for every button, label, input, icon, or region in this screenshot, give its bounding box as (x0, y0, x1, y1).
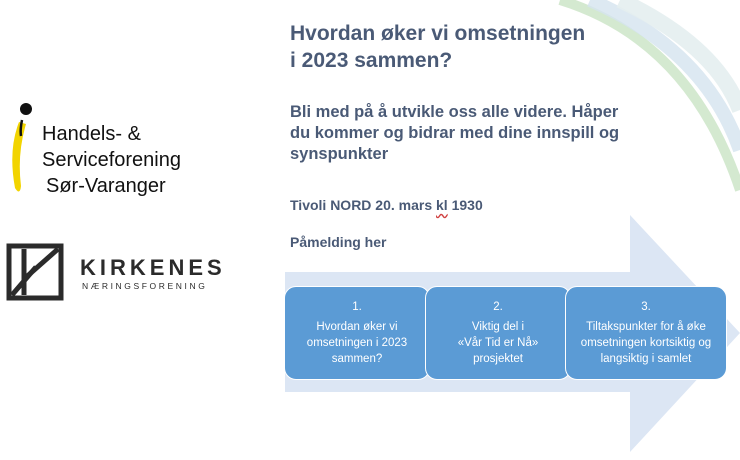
handels-serviceforening-logo (6, 100, 216, 210)
step-1-box (284, 286, 430, 380)
title-line: i 2023 sammen? (290, 49, 453, 72)
event-place-date: Tivoli NORD 20. mars (290, 197, 437, 213)
logo-text: Sør-Varanger (46, 175, 166, 197)
step-3-box (565, 286, 727, 380)
subtitle-line: du kommer og bidrar med dine innspill og (290, 124, 620, 142)
kirkenes-naeringsforening-logo (6, 243, 246, 305)
subtitle-line: synspunkter (290, 145, 389, 163)
step-text: Viktig del i (471, 321, 525, 333)
logo-text: Handels- & (42, 123, 141, 145)
title-line: Hvordan øker vi omsetningen (290, 22, 586, 45)
step-text: prosjektet (473, 353, 523, 365)
step-text: langsiktig i samlet (600, 353, 692, 365)
step-text: «Vår Tid er Nå» (457, 337, 539, 349)
logo-text: KIRKENES (80, 255, 226, 280)
step-text: Hvordan øker vi (316, 321, 398, 333)
step-text: sammen? (331, 353, 383, 365)
event-time: 1930 (447, 197, 483, 213)
step-number: 2. (493, 301, 503, 313)
logo-text: Serviceforening (42, 149, 181, 171)
step-number: 3. (641, 301, 651, 313)
event-kl: kl (436, 197, 448, 213)
step-2-box (425, 286, 571, 380)
logo-swirl-icon (6, 100, 46, 200)
signup-link[interactable]: Påmelding her (290, 234, 387, 250)
step-number: 1. (352, 301, 362, 313)
event-info (290, 197, 483, 213)
subtitle-line: Bli med på å utvikle oss alle videre. Håper (290, 103, 619, 121)
logo-subtext: NÆRINGSFORENING (82, 281, 208, 291)
step-text: omsetningen i 2023 (306, 337, 408, 349)
step-text: Tiltakspunkter for å øke (586, 321, 706, 333)
step-text: omsetningen kortsiktig og (580, 337, 712, 349)
kirkenes-k-mark-icon (6, 243, 64, 301)
slide-title (290, 20, 650, 74)
slide-subtitle (290, 102, 710, 165)
